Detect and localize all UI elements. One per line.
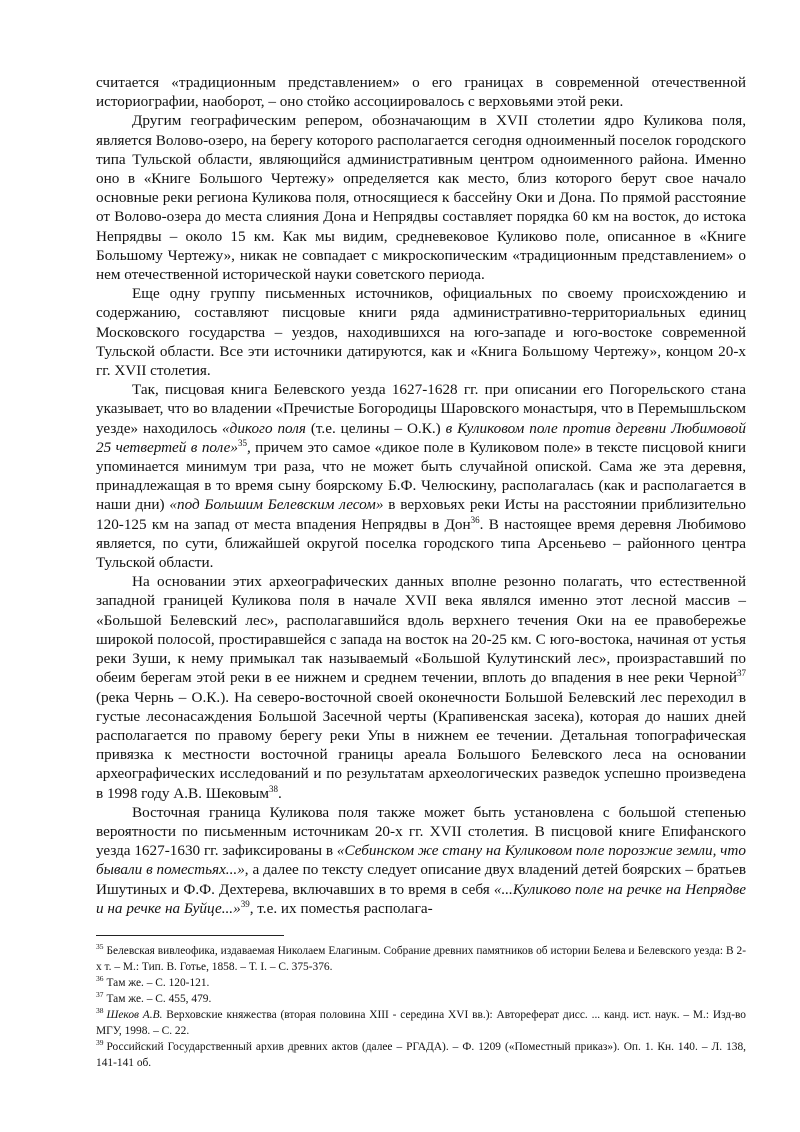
footnote-number: 38 <box>96 1006 104 1016</box>
footnote-text: Там же. – С. 120-121. <box>106 976 210 989</box>
text-run: , а далее по тексту следует описание двух владений детей боярских – братьев Ишутиных и Ф.Ф. Дехтерева, включавших в то время в себя <box>96 861 746 898</box>
paragraph-4 <box>96 380 746 572</box>
text-run: Восточная граница Куликова поля также может быть установлена с большой степенью вероятности по письменным источникам 20-х гг. XVII столетия. В писцовой книге Епифанского уезда 1627-1630 гг. зафиксированы в <box>96 803 746 860</box>
text-run: (река Чернь – О.К.). На северо-восточной своей оконечности Большой Белевский лес переходил в густые лесонасаждения Большой Засечной черты (Крапивенская засека), которая до наших дней располагается по правому берегу реки Упы в нижнем ее течении. Детальная топографическая привязка к местности восточной границы ареала Большого Белевского леса на основании археографических исследований и по результатам археологических разведок успешно произведена в 1998 году А.В. Шековым <box>96 688 746 802</box>
footnote-text: Там же. – С. 455, 479. <box>106 992 212 1005</box>
italic-quote: «под Большим Белевским лесом» <box>169 496 384 514</box>
footnote-number: 35 <box>96 942 104 952</box>
footnote-author: Шеков А.В. <box>106 1008 163 1021</box>
paragraph-5 <box>96 572 746 802</box>
italic-quote: «Себинском же стану на Куликовом поле порозжие земли, что бывали в поместьях...» <box>96 842 746 879</box>
footnote-number: 36 <box>96 974 104 984</box>
paragraph-1: считается «традиционным представлением» о его границах в современной отечественной историографии, наоборот, – оно стойко ассоциировалось с верховьями этой реки. <box>96 74 746 111</box>
paragraph-6 <box>96 803 746 918</box>
footnote-38 <box>96 1007 746 1039</box>
footnote-text: Белевская вивлеофика, издаваемая Николаем Елагиным. Собрание древних памятников об истории Белева и Белевского уезда: В 2-х т. – М.: Тип. В. Готье, 1858. – Т. I. – С. 375-376. <box>96 944 746 973</box>
text-run: Так, писцовая книга Белевского уезда 1627-1628 гг. при описании его Погорельского стана указывает, что во владении «Пречистые Богородицы Шаровского монастыря, что в Перемышльском уезде» находилось <box>96 381 746 437</box>
text-run: , причем это самое «дикое поле в Куликовом поле» в тексте писцовой книги упоминается минимум три раза, что не может быть случайной опиской. Сама же эта деревня, принадлежащая в то время сыну боярскому Б.Ф. Челюскину, располагалась (как и располагается в наши дни) <box>96 438 746 514</box>
footnote-37 <box>96 991 746 1007</box>
text-run: в верховьях реки Исты на расстоянии приблизительно 120-125 км на запад от места впадения Непрядвы в Дон <box>96 496 746 533</box>
footnote-ref-38[interactable]: 38 <box>269 783 279 794</box>
text-run: . <box>278 784 282 802</box>
footnotes <box>96 943 746 1071</box>
text-run: . В настоящее время деревня Любимово является, по сути, ближайшей округой поселка городского типа Арсеньево – районного центра Тульской области. <box>96 515 746 572</box>
text-run: На основании этих археографических данных вполне резонно полагать, что естественной западной границей Куликова поля в начале XVII века являлся именно этот лесной массив – «Большой Белевский лес», располагавшийся вдоль верхнего течения Оки на ее правобережье широкой полосой, простиравшейся с запада на восток на 20-25 км. С юго-востока, начиная от устья реки Зуши, к нему примыкал так называемый «Большой Кулутинский лес», произраставший по обеим берегам этой реки в ее нижнем и среднем течении, вплоть до впадения в нее реки Черной <box>96 573 746 687</box>
footnote-number: 37 <box>96 990 104 1000</box>
footnote-number: 39 <box>96 1038 104 1048</box>
italic-quote: «...Куликово поле на речке на Непрядве и на речке на Буйце...» <box>96 880 746 917</box>
footnote-text: Верховские княжества (вторая половина XIII - середина XVI вв.): Автореферат дисс. ... канд. ист. наук. – М.: Изд-во МГУ, 1998. – С. 22. <box>96 1008 746 1037</box>
paragraph-3: Еще одну группу письменных источников, официальных по своему происхождению и содержанию, составляют писцовые книги ряда административно-территориальных единиц Московского государства – уездов, находившихся на юго-западе и юго-востоке современной Тульской области. Все эти источники датируются, как и «Книга Большому Чертежу», концом 20-х гг. XVII столетия. <box>96 285 746 380</box>
footnote-text: Российский Государственный архив древних актов (далее – РГАДА). – Ф. 1209 («Поместный приказ»). Оп. 1. Кн. 140. – Л. 138, 141-141 об. <box>96 1040 746 1069</box>
italic-quote: в Куликовом поле против деревни Любимовой 25 четвертей в поле» <box>96 419 746 456</box>
footnote-ref-36[interactable]: 36 <box>470 514 480 525</box>
footnote-ref-37[interactable]: 37 <box>737 668 746 679</box>
document-page <box>96 73 746 1071</box>
paragraph-2: Другим географическим репером, обозначающим в XVII столетии ядро Куликова поля, является Волово-озеро, на берегу которого располагается сегодня одноименный поселок городского типа Тульской области, являющийся административным центром одноименного района. Именно оно в «Книге Большого Чертежу» определяется как место, близ которого берут свое начало основные реки региона Куликова поля, относящиеся к бассейну Оки и Дона. По прямой расстояние от Волово-озера до места слияния Дона и Непрядвы составляет порядка 60 км на восток, до истока Непрядвы – около 15 км. Как мы видим, средневековое Куликово поле, описанное в «Книге Большому Чертежу», никак не совпадает с микроскопическим «традиционным представлением» о нем отечественной исторической науки советского периода. <box>96 112 746 284</box>
footnote-36 <box>96 975 746 991</box>
italic-quote: «дикого поля <box>222 419 306 437</box>
footnote-divider <box>96 935 284 936</box>
text-run: , т.е. их поместья располага- <box>249 899 433 917</box>
footnote-35 <box>96 943 746 975</box>
footnote-ref-39[interactable]: 39 <box>240 898 250 909</box>
footnote-39 <box>96 1039 746 1071</box>
text-run: (т.е. целины – О.К.) <box>305 419 446 437</box>
footnote-ref-35[interactable]: 35 <box>237 437 247 448</box>
